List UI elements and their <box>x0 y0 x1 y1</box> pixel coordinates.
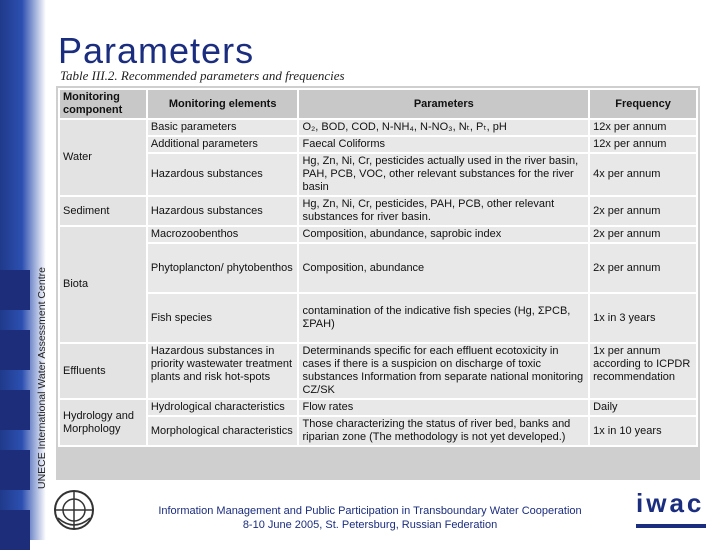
iwac-logo-bar <box>636 524 706 528</box>
footer-line-1: Information Management and Public Participation in Transboundary Water Cooperation <box>158 505 582 517</box>
element-cell: Additional parameters <box>147 136 299 153</box>
parameters-table <box>58 88 698 447</box>
header-frequency: Frequency <box>589 89 697 119</box>
table-row <box>59 293 697 343</box>
table-row <box>59 226 697 243</box>
parameters-cell: Composition, abundance <box>298 243 589 293</box>
header-elements: Monitoring elements <box>147 89 299 119</box>
table-row <box>59 343 697 399</box>
header-parameters: Parameters <box>298 89 589 119</box>
iwac-logo <box>636 488 704 519</box>
parameters-cell: O₂, BOD, COD, N-NH₄, N-NO₃, Nₜ, Pₜ, pH <box>298 119 589 136</box>
parameters-cell: Determinands specific for each effluent ecotoxicity in cases if there is a suspicion on discharge of toxic substances Information from separate national monitoring CZ/SK <box>298 343 589 399</box>
table-caption: Table III.2. Recommended parameters and frequencies <box>60 68 345 83</box>
element-cell: Phytoplancton/ phytobenthos <box>147 243 299 293</box>
footer-text <box>120 504 620 532</box>
element-cell: Morphological characteristics <box>147 416 299 446</box>
component-water: Water <box>59 119 147 196</box>
parameters-table-panel <box>56 86 700 480</box>
frequency-cell: Daily <box>589 399 697 416</box>
component-sediment: Sediment <box>59 196 147 226</box>
sidebar-shape <box>0 510 30 550</box>
element-cell: Basic parameters <box>147 119 299 136</box>
element-cell: Hazardous substances <box>147 153 299 196</box>
sidebar-shape <box>0 390 30 430</box>
component-biota: Biota <box>59 226 147 343</box>
frequency-cell: 1x in 3 years <box>589 293 697 343</box>
un-emblem-icon <box>52 488 96 532</box>
table-row <box>59 153 697 196</box>
footer-line-2: 8-10 June 2005, St. Petersburg, Russian Federation <box>242 519 498 531</box>
parameters-cell: Composition, abundance, saprobic index <box>298 226 589 243</box>
frequency-cell: 1x in 10 years <box>589 416 697 446</box>
element-cell: Hazardous substances <box>147 196 299 226</box>
element-cell: Hazardous substances in priority wastewater treatment plants and risk hot-spots <box>147 343 299 399</box>
frequency-cell: 4x per annum <box>589 153 697 196</box>
frequency-cell: 2x per annum <box>589 243 697 293</box>
element-cell: Hydrological characteristics <box>147 399 299 416</box>
parameters-cell: contamination of the indicative fish species (Hg, ΣPCB, ΣPAH) <box>298 293 589 343</box>
table-row <box>59 136 697 153</box>
table-header-row <box>59 89 697 119</box>
frequency-cell: 12x per annum <box>589 136 697 153</box>
frequency-cell: 2x per annum <box>589 226 697 243</box>
sidebar-shape <box>0 330 30 370</box>
component-effluents: Effluents <box>59 343 147 399</box>
table-row <box>59 119 697 136</box>
element-cell: Fish species <box>147 293 299 343</box>
parameters-cell: Those characterizing the status of river bed, banks and riparian zone (The methodology is not yet developed.) <box>298 416 589 446</box>
frequency-cell: 2x per annum <box>589 196 697 226</box>
parameters-cell: Flow rates <box>298 399 589 416</box>
frequency-cell: 1x per annum according to ICPDR recommendation <box>589 343 697 399</box>
frequency-cell: 12x per annum <box>589 119 697 136</box>
iwac-logo-text: iwac <box>636 488 705 518</box>
sidebar-shape <box>0 270 30 310</box>
table-row <box>59 399 697 416</box>
parameters-cell: Hg, Zn, Ni, Cr, pesticides actually used in the river basin, PAH, PCB, VOC, other relevant substances for the river basin <box>298 153 589 196</box>
parameters-cell: Hg, Zn, Ni, Cr, pesticides, PAH, PCB, other relevant substances for river basin. <box>298 196 589 226</box>
page-title: Parameters <box>58 30 255 71</box>
component-hydrology: Hydrology and Morphology <box>59 399 147 446</box>
sidebar-shape <box>0 450 30 490</box>
table-row <box>59 416 697 446</box>
parameters-cell: Faecal Coliforms <box>298 136 589 153</box>
sidebar-org-label: UNECE International Water Assessment Centre <box>36 267 48 489</box>
table-row <box>59 196 697 226</box>
table-row <box>59 243 697 293</box>
element-cell: Macrozoobenthos <box>147 226 299 243</box>
header-component: Monitoring component <box>59 89 147 119</box>
